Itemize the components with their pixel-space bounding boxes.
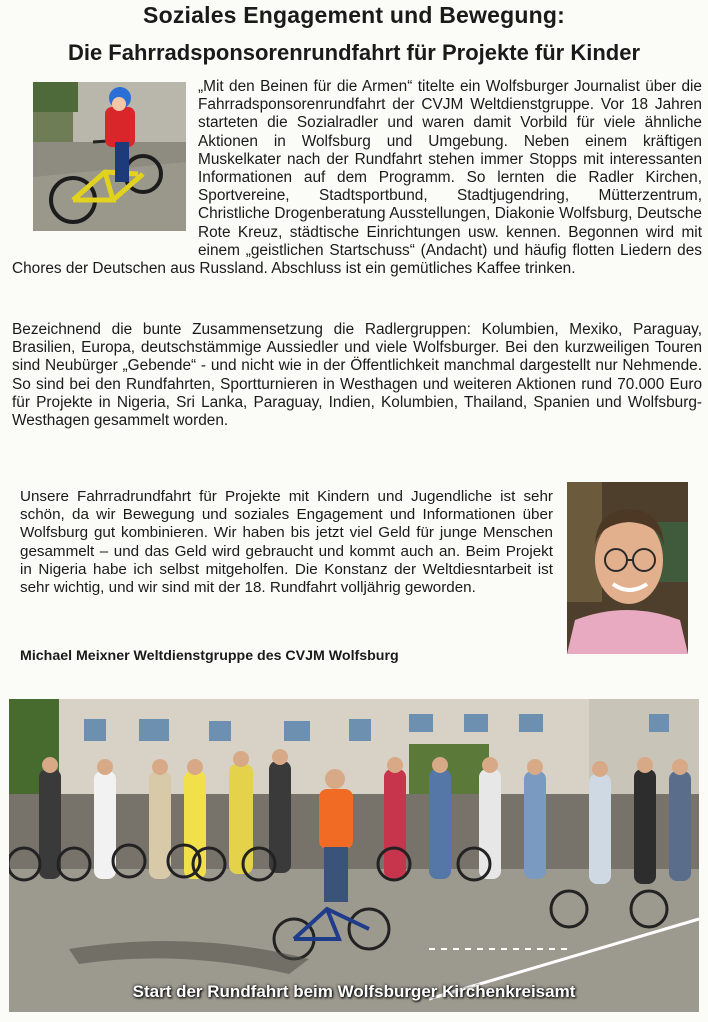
group-cyclists-photo xyxy=(9,699,699,1012)
headline: Soziales Engagement und Bewegung: xyxy=(143,2,565,28)
portrait-photo xyxy=(567,482,688,654)
article-paragraph-2: Bezeichnend die bunte Zusammensetzung die Radlergruppen: Kolumbien, Mexiko, Paraguay, Brasilien, Europa, deutschstämmige Aussiedler und viele Wolfsburger. Bei den kurzweiligen Touren sind Neubürger „Gebende“ - und nicht wie in der Öffentlichkeit manchmal dargestellt nur Nehmende. So sind bei den Rundfahrten, Sportturnieren in Westhagen und weiteren Aktionen rund 70.000 Euro für Projekte in Nigeria, Sri Lanka, Paraguay, Indien, Kolumbien, Thailand, Spanien und Wolfsburg-Westhagen gesammelt worden. xyxy=(12,321,702,430)
article-paragraph-1-text: „Mit den Beinen für die Armen“ titelte ein Wolfsburger Journalist über die Fahrradsponsorenrundfahrt der CVJM Weltdienstgruppe. Vor 18 Jahren starteten die Sozialradler und waren damit Vorbild für viele ähnliche Aktionen in Wolfsburg und Umgebung. Neben einem kräftigen Muskelkater nach der Rundfahrt stehen immer Stopps mit interessanten Informationen auf dem Programm. So lernten die Radler Kirchen, Sportvereine, Stadtsportbund, Stadtjugendring, Mütterzentrum, Christliche Drogenberatung Ausstellungen, Diakonie Wolfsburg, Deutsche Rote Kreuz, städtische Einrichtungen usw. kennen. Begonnen wird mit einem „geistlichen Startschuss“ (Andacht) und häufig flotten Liedern des Chores der Deutschen aus Russland. Abschluss ist ein gemütliches Kaffee trinken. xyxy=(12,78,702,278)
photo-caption: Start der Rundfahrt beim Wolfsburger Kirchenkreisamt xyxy=(132,982,576,1001)
subheadline: Die Fahrradsponsorenrundfahrt für Projekte für Kinder xyxy=(67,40,641,65)
quote-author: Michael Meixner Weltdienstgruppe des CVJM Wolfsburg xyxy=(20,648,399,664)
quote-text: Unsere Fahrradrundfahrt für Projekte mit Kindern und Jugendliche ist sehr schön, da wir Bewegung und soziales Engagement und Informationen über Wolfsburg gut kombinieren. Wir haben bis jetzt viel Geld für junge Menschen gesammelt – und das Geld wird gebraucht und kommt auch an. Beim Projekt in Nigeria habe ich selbst mitgeholfen. Die Konstanz der Weltdiesntarbeit ist sehr wichtig, und wir sind mit der 18. Rundfahrt volljährig geworden. xyxy=(20,488,553,597)
child-on-bicycle-photo xyxy=(33,82,186,231)
